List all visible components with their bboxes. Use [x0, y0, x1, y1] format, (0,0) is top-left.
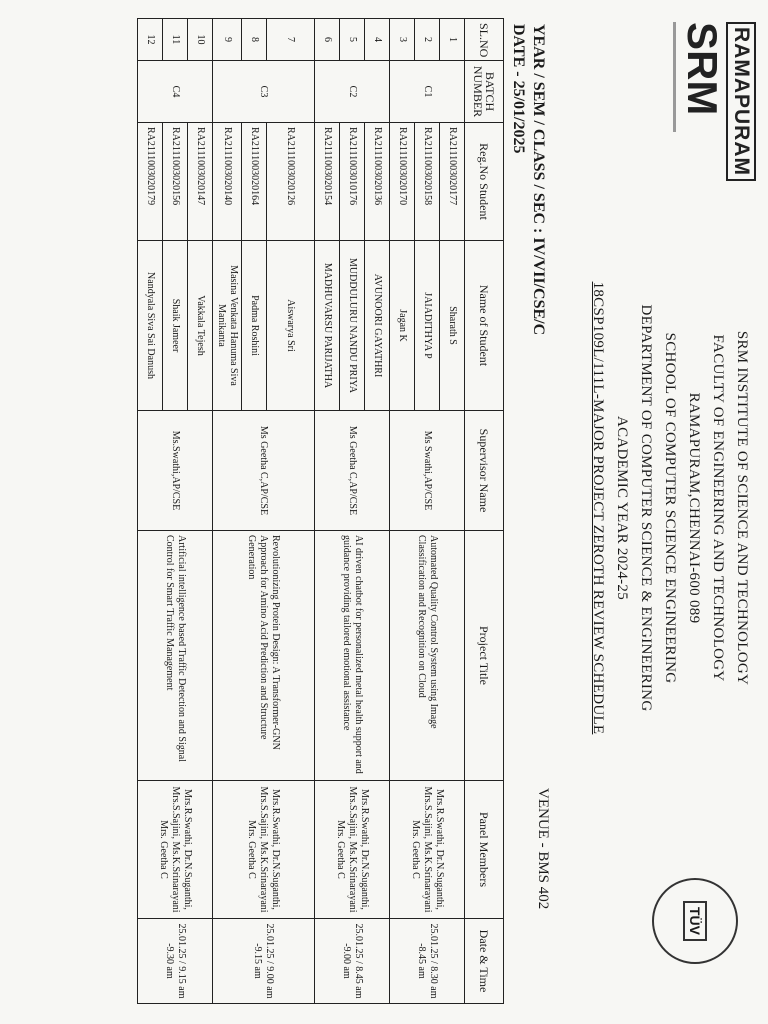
year-sem-class: YEAR / SEM / CLASS / SEC : IV/VII/CSE/C	[530, 24, 547, 336]
col-header-title: Project Title	[465, 531, 504, 781]
cell-title: AI driven chatbot for personalized metal health support and guidance providing tailored emotional assistance	[315, 531, 390, 781]
cell-batch: C2	[315, 61, 390, 123]
cell-name: JAIADITHYA P	[415, 241, 440, 411]
cell-supervisor: Ms Geetha C,AP/CSE	[213, 411, 315, 531]
cell-panel: Mrs.R.Swathi, Dr.N.Suganthi, Mrs.S.Sajini, Ms.K.Srinarayani Mrs. Geetha C	[138, 781, 213, 919]
cell-reg: RA2111003020164	[242, 123, 267, 241]
logo-main-text: SRM	[679, 22, 726, 116]
schedule-date: DATE - 25/01/2025	[510, 24, 527, 154]
cell-slno: 2	[415, 19, 440, 61]
review-schedule-title: 18CSP109L/111L-MAJOR PROJECT ZEROTH REVIEW SCHEDULE	[590, 281, 606, 735]
cell-reg: RA2111003020126	[267, 123, 315, 241]
cell-slno: 10	[188, 19, 213, 61]
cell-title: Revolutionizing Protein Design: A Transformer-GNN Approach for Amino Acid Prediction and Structure Generation	[213, 531, 315, 781]
cell-name: Aiswarya Sri	[267, 241, 315, 411]
cell-datetime: 25.01.25 / 8.30 am -8.45 am	[390, 919, 465, 1004]
table-header-row	[465, 19, 504, 1004]
col-header-reg: Reg.No Student	[465, 123, 504, 241]
rotated-document	[28, 8, 768, 1008]
cell-batch: C3	[213, 61, 315, 123]
col-header-batch: BATCH NUMBER	[465, 61, 504, 123]
school-name: SCHOOL OF COMPUTER SCIENCE ENGINEERING	[662, 332, 678, 684]
cell-slno: 12	[138, 19, 163, 61]
venue-label: VENUE - BMS 402	[535, 788, 551, 910]
cell-panel: Mrs.R.Swathi, Dr.N.Suganthi, Mrs.S.Sajini, Ms.K.Srinarayani Mrs. Geetha C	[213, 781, 315, 919]
cell-panel: Mrs.R.Swathi, Dr.N.Suganthi, Mrs.S.Sajini, Ms.K.Srinarayani Mrs. Geetha C	[315, 781, 390, 919]
cell-batch: C4	[138, 61, 213, 123]
table-row	[267, 19, 315, 1004]
cell-datetime: 25.01.25 / 9.00 am -9.15 am	[213, 919, 315, 1004]
cell-name: AVUNOORI GAYATHRI	[365, 241, 390, 411]
cell-supervisor: Ms Geetha C,AP/CSE	[315, 411, 390, 531]
table-row	[188, 19, 213, 1004]
cell-title: Artificial intelligence based Traffic Detection and Signal Control for Smart Traffic Management	[138, 531, 213, 781]
cell-reg: RA2111003020170	[390, 123, 415, 241]
cell-batch: C1	[390, 61, 465, 123]
cell-slno: 9	[213, 19, 242, 61]
cell-name: Sharath S	[440, 241, 465, 411]
col-header-slno: SL.NO	[465, 19, 504, 61]
tuv-label: TÜV	[683, 901, 707, 941]
cell-slno: 4	[365, 19, 390, 61]
col-header-name: Name of Student	[465, 241, 504, 411]
department-name: DEPARTMENT OF COMPUTER SCIENCE & ENGINEERING	[638, 304, 654, 712]
cell-name: Padma Roshini	[242, 241, 267, 411]
table-row	[440, 19, 465, 1004]
logo-top-text: RAMAPURAM	[726, 22, 756, 181]
cell-panel: Mrs.R.Swathi, Dr.N.Suganthi, Mrs.S.Sajini, Ms.K.Srinarayani Mrs. Geetha C	[390, 781, 465, 919]
cell-slno: 11	[163, 19, 188, 61]
cell-title: Automated Quality Control System using Image Classification and Recognition on Cloud	[390, 531, 465, 781]
cell-slno: 7	[267, 19, 315, 61]
cell-name: Jagan K	[390, 241, 415, 411]
academic-year: ACADEMIC YEAR 2024-25	[614, 415, 630, 601]
campus-address: RAMAPURAM,CHENNAI-600 089	[686, 392, 702, 624]
cell-supervisor: Ms.Swathi,AP/CSE	[138, 411, 213, 531]
cell-reg: RA2111003020158	[415, 123, 440, 241]
cell-datetime: 25.01.25 / 9.15 am -9.30 am	[138, 919, 213, 1004]
cell-slno: 6	[315, 19, 340, 61]
cell-reg: RA2111003020147	[188, 123, 213, 241]
cell-name: Nandyala Siva Sai Danush	[138, 241, 163, 411]
col-header-panel: Panel Members	[465, 781, 504, 919]
cell-name: Masina Venkata Hanuma Siva Manikanta	[213, 241, 242, 411]
cell-reg: RA2111003020156	[163, 123, 188, 241]
schedule-table	[137, 18, 504, 1004]
cell-reg: RA2111003020179	[138, 123, 163, 241]
cell-reg: RA2111003020136	[365, 123, 390, 241]
cell-name: Shaik Jameer	[163, 241, 188, 411]
institute-name: SRM INSTITUTE OF SCIENCE AND TECHNOLOGY	[734, 330, 750, 686]
cell-reg: RA2111003020177	[440, 123, 465, 241]
cell-slno: 8	[242, 19, 267, 61]
cell-name: MUDDULURU NANDU PRIYA	[340, 241, 365, 411]
cell-reg: RA2111003010176	[340, 123, 365, 241]
cell-reg: RA2111003020140	[213, 123, 242, 241]
cell-reg: RA2111003020154	[315, 123, 340, 241]
cell-slno: 5	[340, 19, 365, 61]
col-header-datetime: Date & Time	[465, 919, 504, 1004]
cell-slno: 1	[440, 19, 465, 61]
cell-slno: 3	[390, 19, 415, 61]
cell-name: MADHUVARSU PARIJATHA	[315, 241, 340, 411]
cell-datetime: 25.01.25 / 8.45 am -9.00 am	[315, 919, 390, 1004]
table-row	[365, 19, 390, 1004]
faculty-name: FACULTY OF ENGINEERING AND TECHNOLOGY	[710, 334, 726, 682]
cell-name: Vakkala Tejesh	[188, 241, 213, 411]
cell-supervisor: Ms Swathi,AP/CSE	[390, 411, 465, 531]
col-header-supervisor: Supervisor Name	[465, 411, 504, 531]
